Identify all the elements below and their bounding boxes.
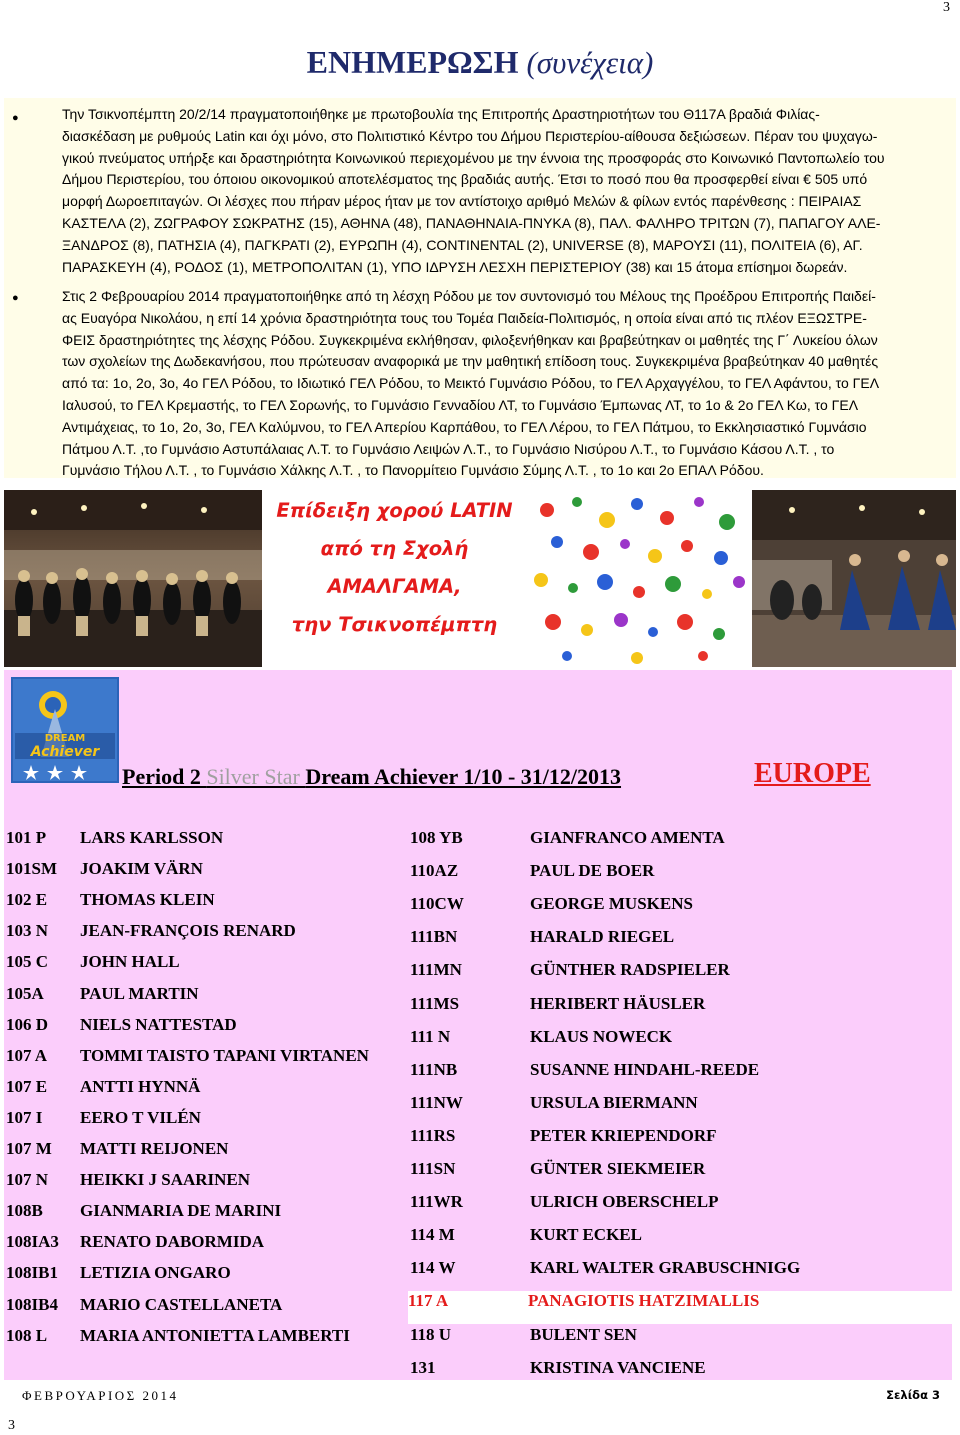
member-name: KLAUS NOWECK bbox=[530, 1026, 673, 1046]
member-name: HEIKKI J SAARINEN bbox=[80, 1170, 251, 1190]
member-name: KURT ECKEL bbox=[530, 1225, 642, 1245]
member-name: TOMMI TAISTO TAPANI VIRTANEN bbox=[80, 1045, 369, 1065]
member-name: URSULA BIERMANN bbox=[530, 1092, 698, 1112]
member-name: ULRICH OBERSCHELP bbox=[530, 1192, 719, 1212]
district-code: 107 I bbox=[6, 1107, 43, 1127]
member-name: JOAKIM VÄRN bbox=[80, 859, 203, 879]
member-name: JEAN-FRANÇOIS RENARD bbox=[80, 921, 296, 941]
member-name: JOHN HALL bbox=[80, 952, 180, 972]
district-code: 101 P bbox=[6, 828, 47, 847]
district-code: 108B bbox=[6, 1201, 43, 1221]
caption-line-1: Επίδειξη χορού LATIN bbox=[276, 499, 513, 522]
district-code: 117 A bbox=[408, 1291, 449, 1311]
photo-strip bbox=[4, 490, 956, 667]
roster-row bbox=[408, 1291, 952, 1324]
district-code: 111MN bbox=[410, 960, 462, 980]
member-name: GIANMARIA DE MARINI bbox=[80, 1201, 282, 1221]
district-code: 114 W bbox=[410, 1258, 456, 1278]
district-code: 111MS bbox=[410, 993, 460, 1013]
member-name: ANTTI HYNNÄ bbox=[80, 1076, 201, 1096]
paragraph-line: ΠΑΡΑΣΚΕΥΗ (4), ΡΟΔΟΣ (1), ΜΕΤΡΟΠΟΛΙΤΑΝ (1), ΥΠΟ ΙΔΡΥΣΗ ΛΕΣΧΗ ΠΕΡΙΣΤΕΡΙΟΥ (38) και 15 άτομα επίσημοι δωρεάν. bbox=[62, 258, 848, 275]
dance-photo-left bbox=[4, 490, 262, 667]
paragraph-line: ΦΕΙΣ δραστηριότητες της λέσχης Ρόδου. Συγκεκριμένα εκλήθησαν, φιλοξενήθηκαν και βραβεύτηκαν οι μαθητές της Γ΄ Λυκείου όλων bbox=[62, 331, 878, 348]
district-code: 110AZ bbox=[410, 861, 459, 881]
period-title bbox=[122, 764, 621, 790]
member-name: HARALD RIEGEL bbox=[530, 927, 675, 947]
paragraph-line: Γυμνάσιο Τήλου Λ.Τ. , το Γυμνάσιο Χάλκης Λ.Τ. , το Πανορμίτειο Γυμνάσιο Σύμης Λ.Τ. , το 1ο και 2ο ΕΠΑΛ Ρόδου. bbox=[62, 462, 764, 479]
member-name: PAUL DE BOER bbox=[530, 861, 655, 881]
district-code: 102 E bbox=[6, 890, 48, 910]
district-code: 106 D bbox=[6, 1014, 49, 1034]
dance-photo-right bbox=[752, 490, 956, 667]
paragraph-line: από τα: 1ο, 2ο, 3ο, 4ο ΓΕΛ Ρόδου, το Ιδιωτικό ΓΕΛ Ρόδου, το Μεικτό Γυμνάσιο Ρόδου, το ΓΕΛ Αρχαγγέλου, το ΓΕΛ Αφάντου, το ΓΕΛ bbox=[62, 375, 880, 392]
district-code: 107 E bbox=[6, 1076, 48, 1096]
member-name: GEORGE MUSKENS bbox=[530, 894, 693, 914]
news-section bbox=[4, 98, 956, 478]
paragraph-line: Ιαλυσού, το ΓΕΛ Κρεμαστής, το ΓΕΛ Σορωνής, το Γυμνάσιο Γενναδίου ΛΤ, το Γυμνάσιο Έμπωνας ΛΤ, το 1ο & 2ο ΓΕΛ Κω, το ΓΕΛ bbox=[62, 396, 859, 413]
member-name: RENATO DABORMIDA bbox=[80, 1232, 265, 1252]
page-title bbox=[0, 44, 960, 81]
bullet-icon: ● bbox=[12, 292, 19, 304]
photo-caption bbox=[262, 490, 527, 667]
region-label: EUROPE bbox=[754, 758, 871, 789]
member-name: THOMAS KLEIN bbox=[80, 890, 215, 910]
page-number-bottom: 3 bbox=[8, 1418, 15, 1433]
paragraph-line: Αντιμάχειας, το 1ο, 2ο, 3ο, ΓΕΛ Καλύμνου, το ΓΕΛ Απερίου Καρπάθου, το ΓΕΛ Λέρου, το ΓΕΛ Πάτμου, το Εκκλησιαστικό Γυμνάσιο bbox=[62, 418, 867, 435]
member-name: EERO T VILÉN bbox=[80, 1107, 201, 1127]
member-name: MARIO CASTELLANETA bbox=[80, 1294, 283, 1314]
paragraph-line: γικού πνεύματος υπήρξε και δραστηριότητα Κοινωνικού περιεχομένου με την έννοια της προσφοράς στο Κοινωνικό Παντοπωλείο του bbox=[62, 149, 885, 166]
silver-star-label: Silver Star bbox=[206, 764, 306, 789]
district-code: 118 U bbox=[410, 1324, 452, 1344]
district-code: 105 C bbox=[6, 952, 49, 972]
bullet-icon: ● bbox=[12, 112, 19, 124]
paragraph-line: Την Τσικνοπέμπτη 20/2/14 πραγματοποιήθηκε με πρωτοβουλία της Επιτροπής Δραστηριοτήτων του Θ117Α βραδιά Φιλίας- bbox=[62, 106, 820, 122]
member-name: MARIA ANTONIETTA LAMBERTI bbox=[80, 1325, 350, 1345]
member-name: PAUL MARTIN bbox=[80, 983, 199, 1003]
district-code: 108 L bbox=[6, 1325, 48, 1345]
district-code: 107 N bbox=[6, 1170, 49, 1190]
period-dates: Dream Achiever 1/10 - 31/12/2013 bbox=[305, 764, 622, 789]
member-name: PANAGIOTIS HATZIMALLIS bbox=[528, 1291, 760, 1311]
district-code: 101SM bbox=[6, 859, 57, 879]
footer-month: ΦΕΒΡΟΥΑΡΙΟΣ 2014 bbox=[22, 1388, 179, 1403]
district-code: 108 YB bbox=[410, 828, 463, 847]
paragraph-line: των σχολείων της Δωδεκανήσου, που πρώτευσαν αναφορικά με την μαθητική επίδοση τους. Συγκεκριμένα βραβεύτηκαν 40 μαθητές bbox=[62, 353, 879, 370]
title-sub: (συνέχεια) bbox=[526, 45, 654, 80]
district-code: 111SN bbox=[410, 1159, 456, 1178]
caption-line-2: από τη Σχολή bbox=[320, 537, 469, 560]
period-label: Period 2 bbox=[122, 764, 207, 789]
paragraph-line: ας Ευαγόρα Νικολάου, η επί 14 χρόνια δραστηριότητα τους του Τομέα Παιδεία-Πολιτισμός, η οποία είναι από τις πλέον ΕΞΩΣΤΡΕ- bbox=[62, 309, 867, 326]
member-name: GÜNTHER RADSPIELER bbox=[530, 960, 730, 980]
district-code: 108IB4 bbox=[6, 1294, 58, 1314]
caption-line-4: την Τσικνοπέμπτη bbox=[291, 613, 498, 636]
news-paragraph-2 bbox=[62, 286, 948, 482]
district-code: 131 bbox=[410, 1357, 436, 1377]
paragraph-line: Δήμου Περιστερίου, του όποιου οικονομικού αποτελέσματος της βραδιάς αυτής. Έτσι το ποσό που θα προσφερθεί είναι € 505 υπό bbox=[62, 171, 868, 188]
logo-dream-text: DREAM bbox=[44, 733, 86, 744]
district-code: 114 M bbox=[410, 1225, 455, 1245]
member-name: HERIBERT HÄUSLER bbox=[530, 993, 706, 1013]
member-name: KRISTINA VANCIENE bbox=[530, 1357, 706, 1377]
dream-achiever-section bbox=[4, 670, 952, 1380]
paragraph-line: ΞΑΝΔΡΟΣ (8), ΠΑΤΗΣΙΑ (4), ΠΑΓΚΡΑΤΙ (2), ΕΥΡΩΠΗ (4), CONTINENTAL (2), UNIVERSE (8), ΜΑΡΟΥΣΙ (11), ΠΟΛΙΤΕΙΑ (6), ΑΓ. bbox=[62, 236, 863, 253]
district-code: 111NB bbox=[410, 1059, 458, 1079]
member-name: KARL WALTER GRABUSCHNIGG bbox=[530, 1258, 801, 1278]
district-code: 110CW bbox=[410, 894, 464, 914]
district-code: 111 N bbox=[410, 1026, 451, 1046]
district-code: 105A bbox=[6, 983, 44, 1003]
paragraph-line: Στις 2 Φεβρουαρίου 2014 πραγματοποιήθηκε από τη λέσχη Ρόδου με τον συντονισμό του Μέλους της Προέδρου Επιτροπής Παιδεί- bbox=[62, 288, 876, 304]
district-code: 111BN bbox=[410, 927, 458, 947]
district-code: 108IB1 bbox=[6, 1263, 58, 1283]
member-name: GIANFRANCO AMENTA bbox=[530, 828, 725, 847]
member-name: MATTI REIJONEN bbox=[80, 1139, 229, 1158]
dream-achiever-logo bbox=[11, 677, 119, 783]
paragraph-line: ΚΑΣΤΕΛΑ (2), ΖΩΓΡΑΦΟΥ ΣΩΚΡΑΤΗΣ (15), ΑΘΗΝΑ (48), ΠΑΝΑΘΗΝΑΙΑ-ΠΝΥΚΑ (8), ΠΑΛ. ΦΑΛΗΡΟ ΤΡΙΤΩΝ (7), ΠΑΠΑΓΟΥ ΑΛΕ- bbox=[62, 214, 881, 231]
district-code: 111RS bbox=[410, 1125, 456, 1145]
member-name: LARS KARLSSON bbox=[80, 828, 224, 847]
title-main: ΕΝΗΜΕΡΩΣΗ bbox=[306, 44, 519, 80]
district-code: 108IA3 bbox=[6, 1232, 59, 1252]
member-name: BULENT SEN bbox=[530, 1324, 637, 1344]
district-code: 103 N bbox=[6, 921, 49, 941]
member-name: NIELS NATTESTAD bbox=[80, 1014, 237, 1034]
member-name: LETIZIA ONGARO bbox=[80, 1263, 231, 1283]
footer-page-label: Σελίδα 3 bbox=[886, 1388, 940, 1402]
member-name: GÜNTER SIEKMEIER bbox=[530, 1159, 706, 1178]
page-number-top: 3 bbox=[943, 0, 950, 15]
confetti-graphic bbox=[527, 490, 752, 667]
district-code: 111NW bbox=[410, 1092, 463, 1112]
logo-achiever-text: Achiever bbox=[30, 744, 100, 760]
caption-line-3: ΑΜΑΛΓΑΜΑ, bbox=[327, 575, 462, 598]
paragraph-line: διασκέδαση με ρυθμούς Latin και όχι μόνο, στο Πολιτιστικό Κέντρο του Δήμου Περιστερίου-αίθουσα δεξιώσεων. Πέραν του ψυχαγω- bbox=[62, 127, 878, 144]
paragraph-line: Πάτμου Λ.Τ. ,το Γυμνάσιο Αστυπάλαιας Λ.Τ. το Γυμνάσιο Λειψών Λ.Τ., το Γυμνάσιο Νισύρου Λ.Τ., το Γυμνάσιο Κάσου Λ.Τ. , το bbox=[62, 440, 835, 457]
news-paragraph-1 bbox=[62, 104, 948, 278]
district-code: 107 M bbox=[6, 1139, 52, 1158]
paragraph-line: μορφή Δωροεπιταγών. Οι λέσχες που πήραν μέρος ήταν με τον αντίστοιχο αριθμό Μελών & φίλων εντός παρένθεσης : ΠΕΙΡΑΙΑΣ bbox=[62, 193, 862, 210]
member-name: PETER KRIEPENDORF bbox=[530, 1125, 717, 1145]
district-code: 111WR bbox=[410, 1192, 463, 1212]
member-name: SUSANNE HINDAHL-REEDE bbox=[530, 1059, 760, 1079]
district-code: 107 A bbox=[6, 1045, 48, 1065]
